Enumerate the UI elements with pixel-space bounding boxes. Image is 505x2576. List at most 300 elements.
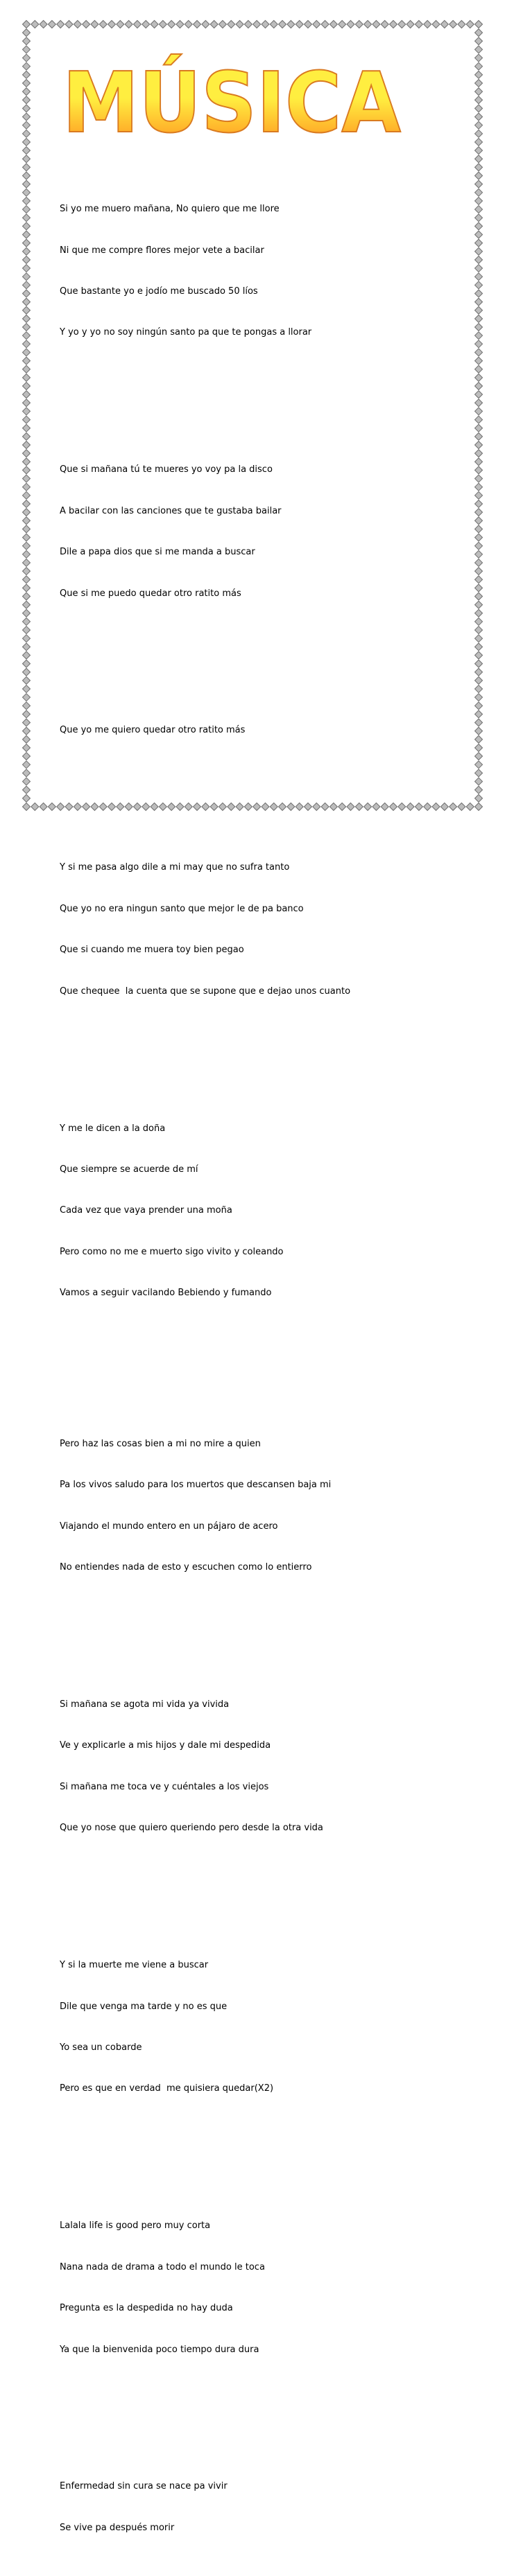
border-diamond xyxy=(244,21,252,28)
border-diamond xyxy=(424,21,431,28)
border-diamond xyxy=(364,803,372,811)
border-diamond xyxy=(415,21,422,28)
border-diamond xyxy=(23,432,31,440)
border-diamond xyxy=(262,21,269,28)
border-diamond xyxy=(210,21,218,28)
border-diamond xyxy=(23,408,31,415)
border-diamond xyxy=(23,710,31,718)
border-diamond xyxy=(23,660,31,667)
border-diamond xyxy=(321,21,329,28)
border-diamond xyxy=(194,21,201,28)
border-diamond xyxy=(83,21,90,28)
border-diamond xyxy=(475,609,483,617)
border-diamond xyxy=(475,365,483,373)
border-diamond xyxy=(475,735,483,743)
border-diamond xyxy=(475,694,483,701)
border-diamond xyxy=(23,180,31,188)
border-diamond xyxy=(23,609,31,617)
border-diamond xyxy=(475,79,483,87)
border-diamond xyxy=(23,643,31,651)
border-diamond xyxy=(23,735,31,743)
border-diamond xyxy=(466,21,474,28)
border-diamond xyxy=(475,62,483,70)
border-diamond xyxy=(475,517,483,525)
border-diamond xyxy=(475,744,483,752)
lyric-line: Viajando el mundo entero en un pájaro de acero xyxy=(60,1521,278,1532)
border-diamond xyxy=(475,601,483,608)
border-diamond xyxy=(475,458,483,466)
border-diamond xyxy=(23,189,31,196)
border-diamond xyxy=(23,627,31,634)
border-diamond xyxy=(339,21,346,28)
border-diamond xyxy=(23,206,31,213)
border-diamond xyxy=(219,21,226,28)
page-title xyxy=(61,49,429,152)
border-diamond xyxy=(475,37,483,45)
lyric-line: Enfermedad sin cura se nace pa vivir xyxy=(60,2481,228,2492)
border-diamond xyxy=(108,21,116,28)
border-diamond xyxy=(48,803,55,811)
border-diamond xyxy=(151,21,158,28)
border-diamond xyxy=(23,761,31,769)
lyric-line: Que yo nose que quiero queriendo pero desde la otra vida xyxy=(60,1823,323,1834)
border-diamond xyxy=(406,21,414,28)
border-diamond xyxy=(475,340,483,348)
border-diamond xyxy=(23,121,31,129)
border-diamond xyxy=(475,164,483,171)
border-diamond xyxy=(168,21,176,28)
border-diamond xyxy=(424,803,431,811)
border-diamond xyxy=(23,450,31,457)
stanza xyxy=(60,2453,350,2562)
stanza xyxy=(60,834,350,1026)
border-diamond xyxy=(23,441,31,448)
border-diamond xyxy=(475,685,483,693)
border-diamond xyxy=(23,794,31,802)
border-diamond xyxy=(475,466,483,474)
stanza xyxy=(60,1670,350,1862)
border-diamond xyxy=(475,239,483,247)
border-diamond xyxy=(381,803,388,811)
border-diamond xyxy=(31,803,39,811)
lyric-line: Si yo me muero mañana, No quiero que me llore xyxy=(60,204,280,215)
border-diamond xyxy=(23,593,31,600)
border-diamond xyxy=(236,21,243,28)
lyric-line: A bacilar con las canciones que te gustaba bailar xyxy=(60,505,282,516)
border-diamond xyxy=(23,399,31,407)
border-diamond xyxy=(475,593,483,600)
border-diamond xyxy=(475,491,483,499)
border-diamond xyxy=(475,769,483,777)
lyric-line: Pero haz las cosas bien a mi no mire a quien xyxy=(60,1438,261,1449)
border-diamond xyxy=(23,651,31,659)
border-diamond xyxy=(355,803,363,811)
lyric-line: Y si me pasa algo dile a mi may que no sufra tanto xyxy=(60,862,290,873)
lyric-line: Que si cuando me muera toy bien pegao xyxy=(60,945,244,956)
border-diamond xyxy=(475,281,483,289)
border-diamond xyxy=(475,96,483,104)
border-diamond xyxy=(389,803,397,811)
border-diamond xyxy=(23,466,31,474)
border-diamond xyxy=(398,21,406,28)
border-diamond xyxy=(475,21,483,28)
border-diamond xyxy=(23,332,31,340)
stanza xyxy=(60,1094,350,1328)
border-diamond xyxy=(23,138,31,146)
border-diamond xyxy=(23,550,31,558)
border-diamond xyxy=(23,222,31,230)
border-diamond xyxy=(159,21,166,28)
border-diamond xyxy=(279,21,286,28)
border-diamond xyxy=(475,500,483,507)
border-diamond xyxy=(440,21,448,28)
lyric-line: Si mañana se agota mi vida ya vivida xyxy=(60,1699,230,1710)
border-diamond xyxy=(432,803,440,811)
border-diamond xyxy=(475,121,483,129)
border-diamond xyxy=(475,727,483,735)
border-diamond xyxy=(475,265,483,272)
border-diamond xyxy=(23,617,31,625)
border-diamond xyxy=(475,155,483,163)
border-diamond xyxy=(475,374,483,381)
border-diamond xyxy=(65,21,73,28)
stanza xyxy=(60,1410,350,1602)
border-diamond xyxy=(475,651,483,659)
border-diamond xyxy=(23,155,31,163)
border-diamond xyxy=(23,601,31,608)
border-diamond xyxy=(475,206,483,213)
border-diamond xyxy=(475,88,483,96)
border-diamond xyxy=(415,803,422,811)
border-diamond xyxy=(475,256,483,263)
border-diamond xyxy=(475,584,483,592)
lyrics-body xyxy=(60,148,350,2576)
lyric-line: Y si la muerte me viene a buscar xyxy=(60,1960,209,1971)
lyric-line: Ya que la bienvenida poco tiempo dura dura xyxy=(60,2344,259,2355)
border-diamond xyxy=(475,172,483,179)
border-diamond xyxy=(475,660,483,667)
border-diamond xyxy=(91,21,99,28)
border-diamond xyxy=(23,559,31,566)
border-diamond xyxy=(23,197,31,204)
lyric-line: Y yo y yo no soy ningún santo pa que te pongas a llorar xyxy=(60,327,312,338)
lyric-line: Se vive pa después morir xyxy=(60,2522,175,2533)
border-diamond xyxy=(23,769,31,777)
border-diamond xyxy=(23,88,31,96)
border-diamond xyxy=(475,306,483,314)
border-diamond xyxy=(475,424,483,432)
lyric-line: Que si me puedo quedar otro ratito más xyxy=(60,588,241,599)
border-diamond xyxy=(23,491,31,499)
border-diamond xyxy=(23,702,31,710)
border-diamond xyxy=(475,568,483,575)
lyric-line: Si mañana me toca ve y cuéntales a los viejos xyxy=(60,1781,269,1792)
border-diamond xyxy=(23,172,31,179)
border-diamond xyxy=(475,247,483,255)
border-diamond xyxy=(475,753,483,760)
border-diamond xyxy=(23,315,31,322)
lyric-line: Ve y explicarle a mis hijos y dale mi despedida xyxy=(60,1740,271,1751)
border-diamond xyxy=(23,324,31,331)
border-diamond xyxy=(475,231,483,238)
border-diamond xyxy=(23,517,31,525)
lyric-line: Pregunta es la despedida no hay duda xyxy=(60,2303,233,2314)
page-title-text: MÚSICA xyxy=(62,55,429,152)
border-diamond xyxy=(475,138,483,146)
border-diamond xyxy=(23,357,31,365)
border-diamond xyxy=(475,786,483,794)
stanza xyxy=(60,175,350,367)
border-diamond xyxy=(475,441,483,448)
border-diamond xyxy=(432,21,440,28)
border-diamond xyxy=(23,635,31,642)
border-diamond xyxy=(202,21,209,28)
lyric-line: Y me le dicen a la doña xyxy=(60,1123,166,1134)
lyric-line: Ni que me compre flores mejor vete a bacilar xyxy=(60,245,264,256)
border-diamond xyxy=(440,803,448,811)
border-diamond xyxy=(23,676,31,684)
lyric-line: Que yo me quiero quedar otro ratito más xyxy=(60,725,246,736)
border-diamond xyxy=(475,399,483,407)
border-diamond xyxy=(406,803,414,811)
border-diamond xyxy=(475,627,483,634)
border-diamond xyxy=(23,727,31,735)
border-diamond xyxy=(475,357,483,365)
border-diamond xyxy=(475,214,483,222)
border-diamond xyxy=(475,273,483,281)
border-diamond xyxy=(23,509,31,516)
border-diamond xyxy=(475,550,483,558)
stanza xyxy=(60,436,350,628)
border-diamond xyxy=(458,21,465,28)
border-diamond xyxy=(23,744,31,752)
border-diamond xyxy=(23,231,31,238)
border-diamond xyxy=(23,71,31,78)
border-diamond xyxy=(40,21,47,28)
border-diamond xyxy=(23,239,31,247)
border-diamond xyxy=(287,21,295,28)
lyric-line: Pero como no me e muerto sigo vivito y coleando xyxy=(60,1246,284,1257)
border-diamond xyxy=(23,778,31,785)
border-diamond xyxy=(450,21,457,28)
border-diamond xyxy=(347,21,354,28)
border-diamond xyxy=(475,71,483,78)
border-diamond xyxy=(23,273,31,281)
border-diamond xyxy=(23,164,31,171)
border-diamond xyxy=(40,803,47,811)
border-diamond xyxy=(475,778,483,785)
border-diamond xyxy=(23,290,31,297)
border-diamond xyxy=(23,475,31,482)
border-diamond xyxy=(329,21,337,28)
border-diamond xyxy=(475,803,483,811)
border-diamond xyxy=(475,324,483,331)
border-diamond xyxy=(23,96,31,104)
border-diamond xyxy=(23,21,31,28)
border-diamond xyxy=(458,803,465,811)
border-diamond xyxy=(313,21,320,28)
border-diamond xyxy=(23,365,31,373)
border-diamond xyxy=(475,298,483,306)
border-diamond xyxy=(475,643,483,651)
border-diamond xyxy=(475,290,483,297)
border-diamond xyxy=(23,247,31,255)
border-diamond xyxy=(475,105,483,112)
border-diamond xyxy=(475,197,483,204)
lyric-line: Pa los vivos saludo para los muertos que descansen baja mi xyxy=(60,1480,332,1491)
border-diamond xyxy=(23,668,31,676)
border-diamond xyxy=(117,21,124,28)
border-diamond xyxy=(23,584,31,592)
lyric-line: Dile a papa dios que si me manda a buscar xyxy=(60,547,255,558)
border-diamond xyxy=(23,719,31,726)
lyric-line: No entiendes nada de esto y escuchen como lo entierro xyxy=(60,1562,312,1573)
border-diamond xyxy=(373,21,380,28)
border-diamond xyxy=(228,21,235,28)
border-diamond xyxy=(23,374,31,381)
border-diamond xyxy=(475,432,483,440)
border-diamond xyxy=(23,383,31,390)
border-diamond xyxy=(475,710,483,718)
border-diamond xyxy=(475,475,483,482)
border-diamond xyxy=(23,391,31,398)
border-diamond xyxy=(125,21,132,28)
border-diamond xyxy=(23,803,31,811)
border-diamond xyxy=(99,21,107,28)
border-diamond xyxy=(475,525,483,533)
border-diamond xyxy=(57,21,65,28)
border-diamond xyxy=(23,458,31,466)
border-diamond xyxy=(475,54,483,62)
border-diamond xyxy=(475,576,483,584)
border-diamond xyxy=(23,576,31,584)
lyric-line: Dile que venga ma tarde y no es que xyxy=(60,2001,228,2012)
border-diamond xyxy=(23,685,31,693)
lyric-line: Yo sea un cobarde xyxy=(60,2042,142,2053)
border-diamond xyxy=(23,568,31,575)
lyric-line: Lalala life is good pero muy corta xyxy=(60,2220,211,2232)
border-diamond xyxy=(304,21,311,28)
border-diamond xyxy=(475,46,483,53)
border-diamond xyxy=(450,803,457,811)
border-diamond xyxy=(475,222,483,230)
border-diamond xyxy=(475,676,483,684)
lyric-line: Cada vez que vaya prender una moña xyxy=(60,1205,232,1216)
border-diamond xyxy=(475,113,483,121)
border-diamond xyxy=(23,265,31,272)
border-diamond xyxy=(48,21,55,28)
border-diamond xyxy=(23,147,31,155)
border-diamond xyxy=(389,21,397,28)
border-diamond xyxy=(475,332,483,340)
border-diamond xyxy=(475,416,483,423)
border-diamond xyxy=(23,281,31,289)
border-diamond xyxy=(475,130,483,137)
border-diamond xyxy=(475,29,483,37)
border-diamond xyxy=(31,21,39,28)
border-diamond xyxy=(133,21,141,28)
border-diamond xyxy=(23,29,31,37)
border-diamond xyxy=(23,416,31,423)
border-diamond xyxy=(74,21,81,28)
border-diamond xyxy=(23,340,31,348)
border-diamond xyxy=(23,534,31,541)
border-diamond xyxy=(296,21,303,28)
border-diamond xyxy=(475,617,483,625)
border-diamond xyxy=(475,542,483,550)
border-diamond xyxy=(23,105,31,112)
lyric-line: Que bastante yo e jodío me buscado 50 líos xyxy=(60,286,258,297)
border-diamond xyxy=(23,786,31,794)
border-diamond xyxy=(23,542,31,550)
border-diamond xyxy=(475,702,483,710)
border-diamond xyxy=(475,450,483,457)
border-diamond xyxy=(475,408,483,415)
stanza xyxy=(60,1931,350,2123)
border-diamond xyxy=(373,803,380,811)
border-diamond xyxy=(475,147,483,155)
border-diamond xyxy=(475,483,483,491)
lyric-line: Que yo no era ningun santo que mejor le de pa banco xyxy=(60,903,304,914)
lyric-line: Que siempre se acuerde de mí xyxy=(60,1164,198,1175)
border-diamond xyxy=(23,130,31,137)
border-diamond xyxy=(23,424,31,432)
border-diamond xyxy=(466,803,474,811)
border-diamond xyxy=(253,21,261,28)
border-diamond xyxy=(475,391,483,398)
border-diamond xyxy=(475,635,483,642)
border-diamond xyxy=(23,298,31,306)
border-diamond xyxy=(142,21,150,28)
border-diamond xyxy=(475,189,483,196)
lyric-line: Nana nada de drama a todo el mundo le toca xyxy=(60,2261,265,2272)
lyric-line: Que si mañana tú te mueres yo voy pa la disco xyxy=(60,464,273,475)
border-diamond xyxy=(475,534,483,541)
border-diamond xyxy=(23,525,31,533)
border-diamond xyxy=(23,214,31,222)
border-diamond xyxy=(176,21,184,28)
border-diamond xyxy=(23,753,31,760)
lyric-line: Que chequee la cuenta que se supone que e dejao unos cuanto xyxy=(60,985,351,997)
border-diamond xyxy=(23,694,31,701)
border-diamond xyxy=(475,509,483,516)
border-diamond xyxy=(23,37,31,45)
border-diamond xyxy=(23,306,31,314)
border-diamond xyxy=(23,62,31,70)
border-diamond xyxy=(270,21,277,28)
border-diamond xyxy=(23,256,31,263)
border-diamond xyxy=(23,54,31,62)
stanza xyxy=(60,2192,350,2384)
border-diamond xyxy=(185,21,192,28)
border-diamond xyxy=(475,383,483,390)
border-diamond xyxy=(364,21,372,28)
border-diamond xyxy=(475,668,483,676)
border-diamond xyxy=(23,483,31,491)
border-diamond xyxy=(355,21,363,28)
border-diamond xyxy=(475,349,483,356)
border-diamond xyxy=(475,761,483,769)
lyric-line: Pero es que en verdad me quisiera quedar(X2) xyxy=(60,2083,274,2094)
border-diamond xyxy=(475,315,483,322)
border-diamond xyxy=(475,719,483,726)
border-diamond xyxy=(23,349,31,356)
border-diamond xyxy=(381,21,388,28)
border-diamond xyxy=(23,79,31,87)
lyric-line: Vamos a seguir vacilando Bebiendo y fumando xyxy=(60,1288,272,1299)
border-diamond xyxy=(475,559,483,566)
stanza xyxy=(60,696,350,765)
